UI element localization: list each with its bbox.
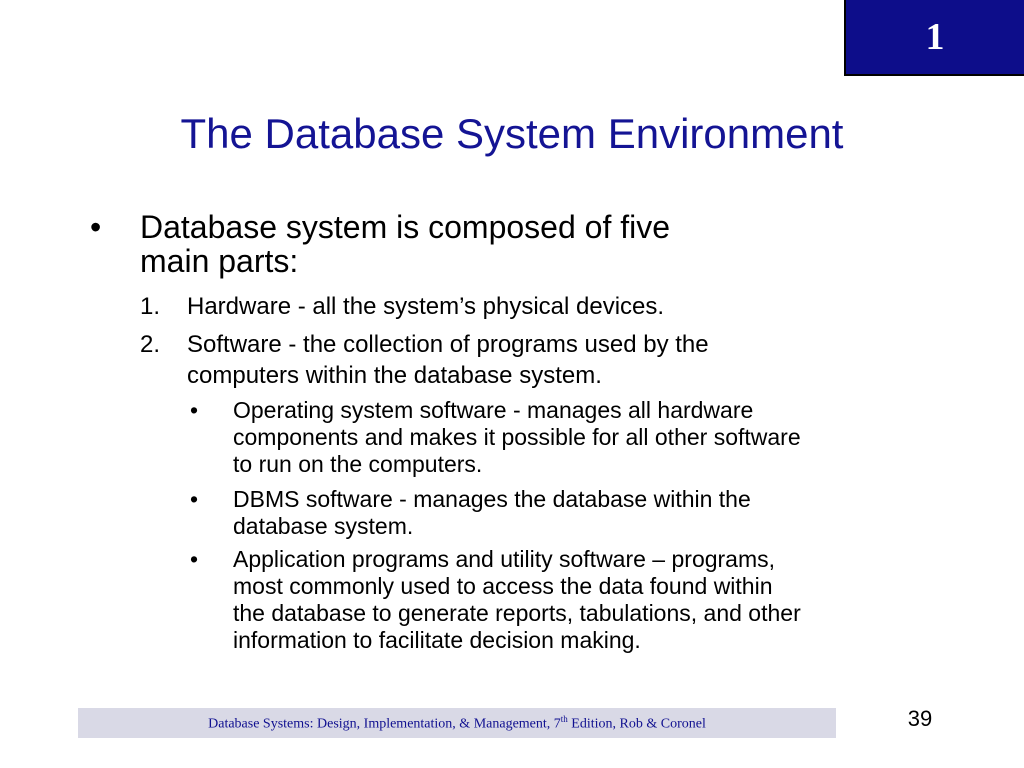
- footer-bar: [78, 708, 836, 738]
- text-line: Hardware - all the system’s physical devices.: [187, 293, 665, 320]
- text-line: main parts:: [140, 243, 299, 279]
- sub-bullet-text: [233, 397, 993, 478]
- bullet-marker: •: [90, 209, 102, 245]
- item-number: 2.: [140, 331, 161, 358]
- footer-superscript: th: [560, 713, 568, 724]
- sub-bullet-text: [233, 486, 993, 540]
- text-line: Database system is composed of five: [140, 209, 671, 245]
- text-line: DBMS software - manages the database within the: [233, 486, 751, 512]
- sub-bullet-text: [233, 546, 993, 654]
- text-line: Operating system software - manages all hardware: [233, 397, 754, 423]
- footer-text-main: Database Systems: Design, Implementation, & Management, 7: [208, 716, 561, 732]
- bullet-marker: •: [190, 486, 199, 512]
- item-number: 1.: [140, 293, 161, 320]
- text-line: computers within the database system.: [187, 362, 602, 389]
- numbered-item-text: [187, 291, 947, 322]
- text-line: Application programs and utility software – programs,: [233, 546, 776, 572]
- chapter-number: 1: [925, 16, 945, 58]
- text-line: to run on the computers.: [233, 451, 483, 477]
- text-line: components and makes it possible for all other software: [233, 424, 801, 450]
- footer-text: [208, 714, 706, 733]
- text-line: Software - the collection of programs used by the: [187, 331, 709, 358]
- numbered-item-text: [187, 329, 947, 391]
- page-number: 39: [907, 706, 933, 731]
- text-line: database system.: [233, 513, 414, 539]
- footer-text-tail: Edition, Rob & Coronel: [567, 716, 706, 732]
- main-bullet-text: [140, 210, 840, 278]
- bullet-marker: •: [190, 546, 199, 572]
- text-line: the database to generate reports, tabulations, and other: [233, 600, 801, 626]
- text-line: information to facilitate decision making.: [233, 627, 641, 653]
- bullet-marker: •: [190, 397, 199, 423]
- slide-title: The Database System Environment: [180, 110, 844, 157]
- text-line: most commonly used to access the data found within: [233, 573, 773, 599]
